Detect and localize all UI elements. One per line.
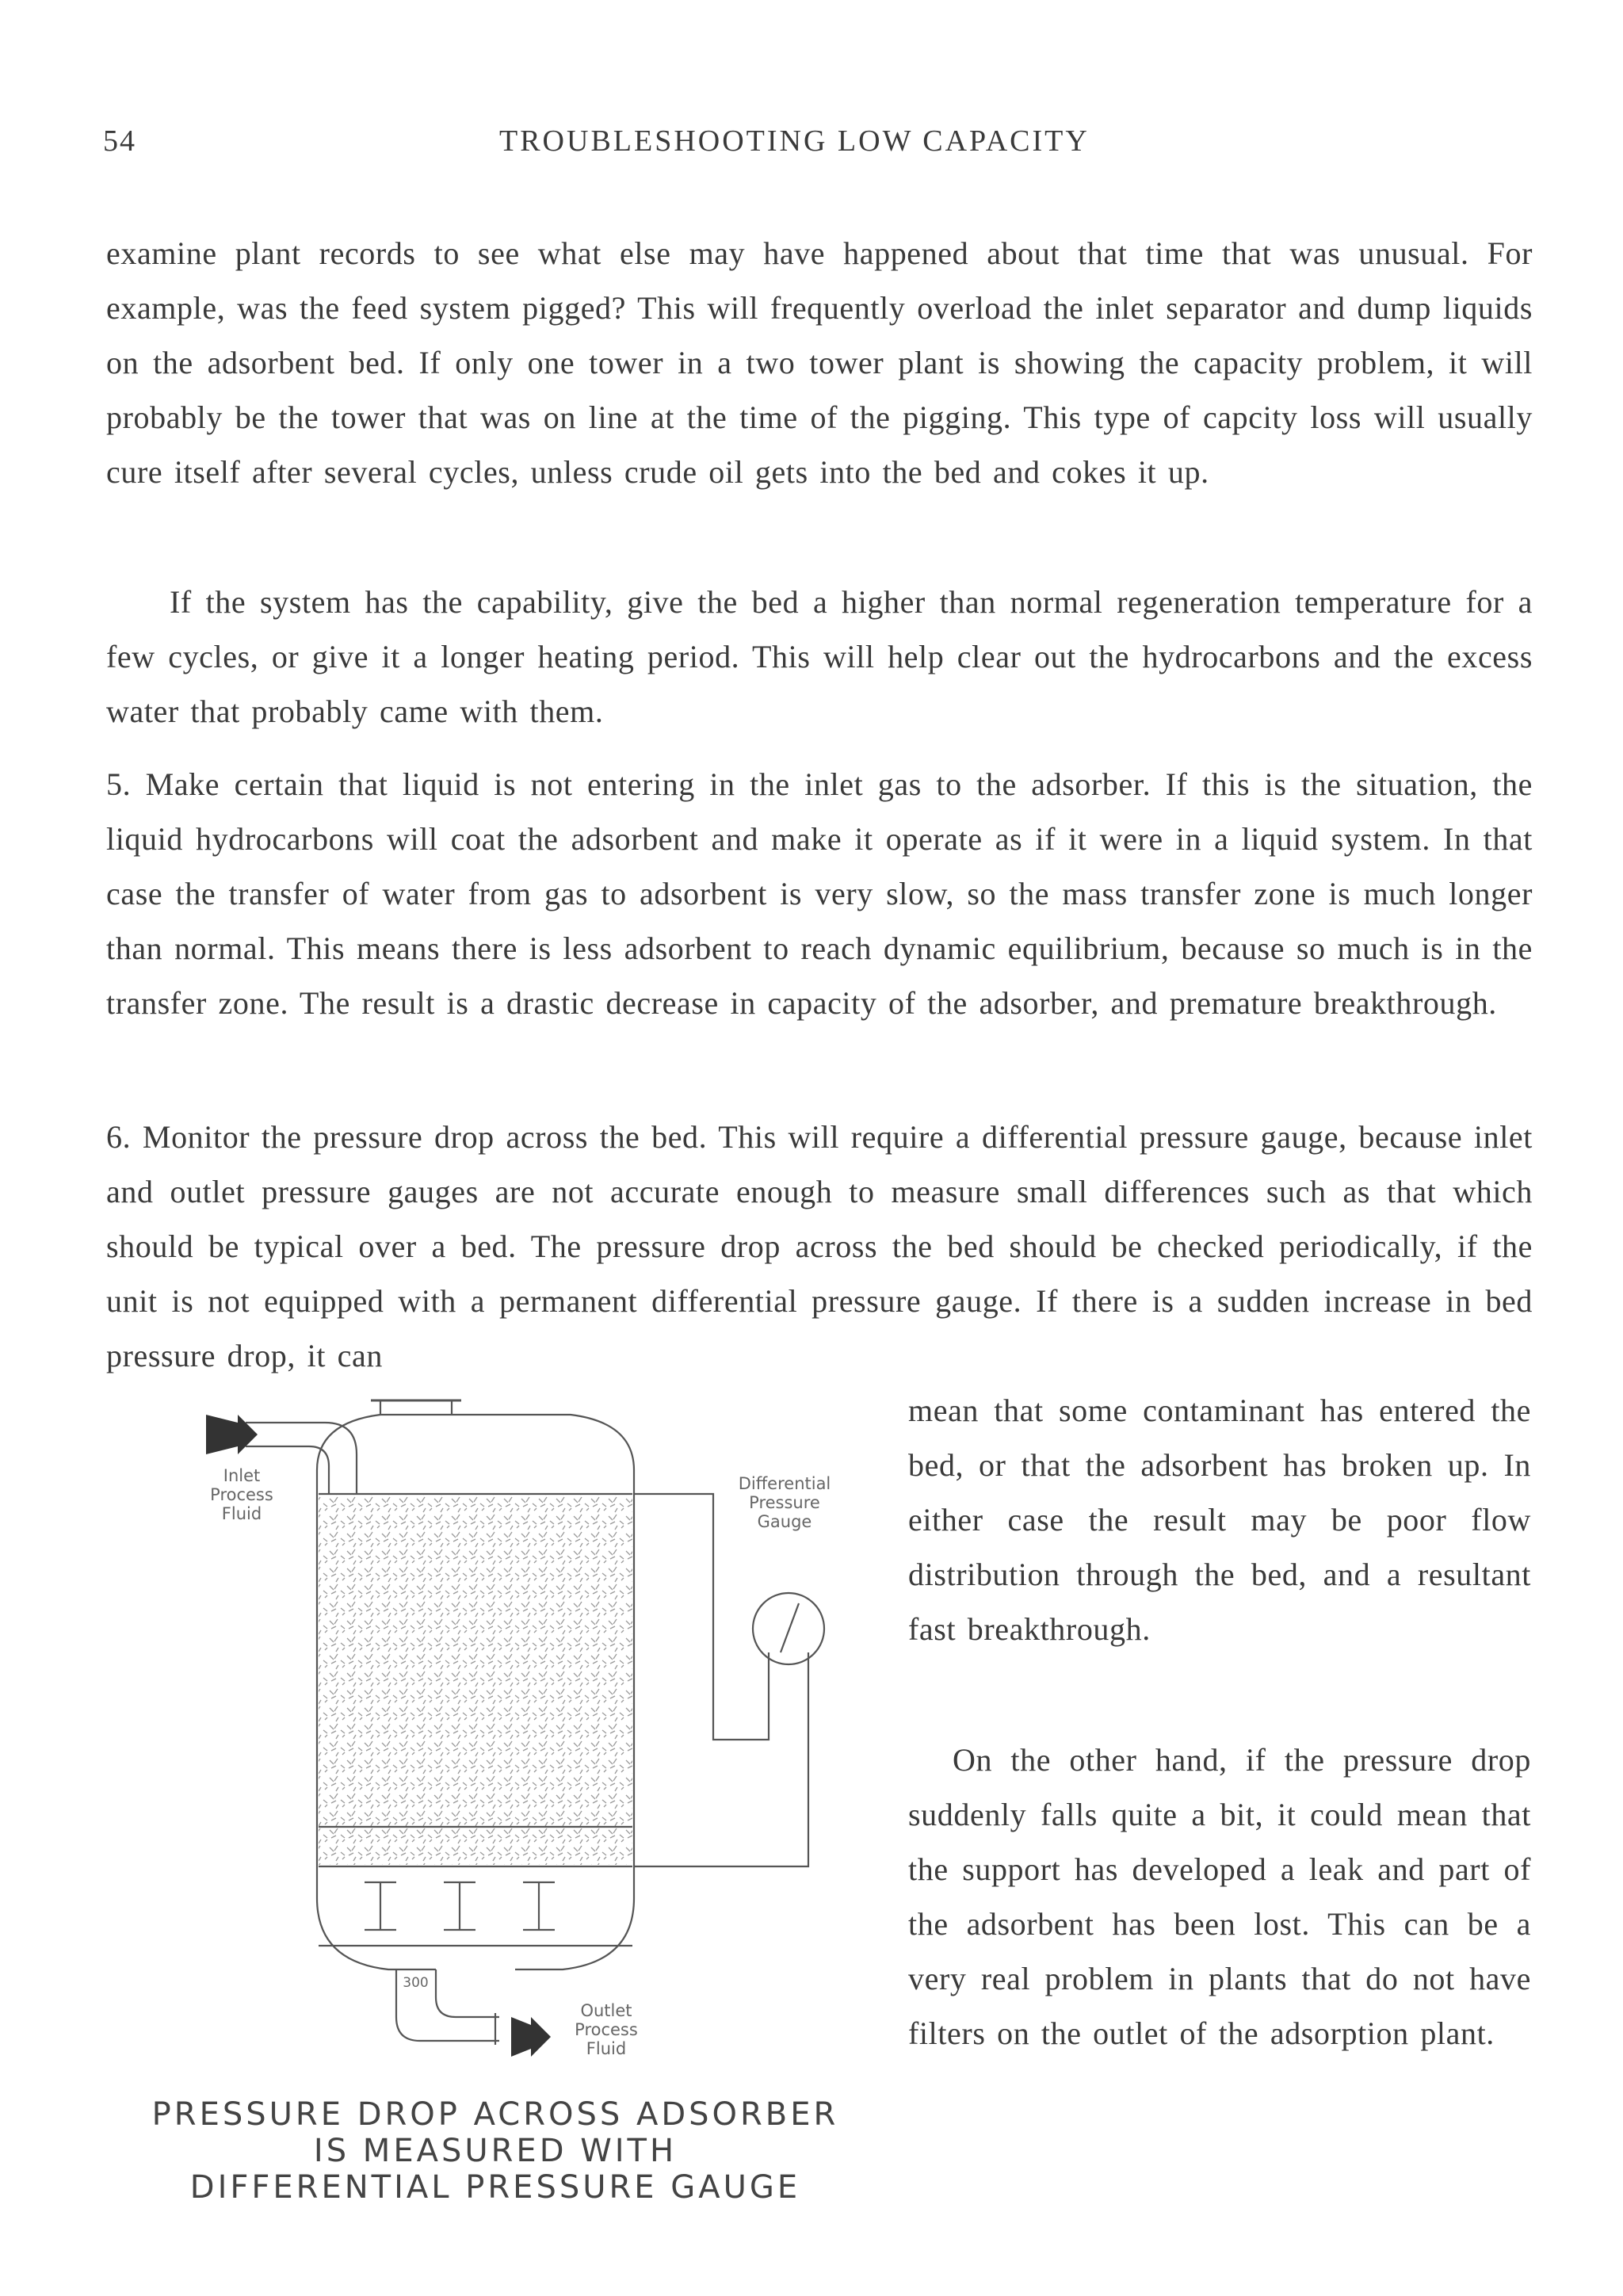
inlet-label: Inlet Process Fluid <box>210 1466 273 1523</box>
outlet-label: Outlet Process Fluid <box>575 2001 638 2058</box>
gauge-label: Differential Pressure Gauge <box>738 1474 831 1531</box>
outlet-arrow-icon <box>511 2017 551 2057</box>
figure-caption: PRESSURE DROP ACROSS ADSORBER IS MEASURED WITH DIFFERENTIAL PRESSURE GAUGE <box>151 2096 839 2206</box>
page-number: 54 <box>103 124 136 158</box>
bed-support <box>365 1882 396 1930</box>
gauge-line-bottom <box>634 1652 808 1866</box>
adsorbent-bed <box>319 1494 632 1827</box>
paragraph-wrap: On the other hand, if the pressure drop suddenly falls quite a bit, it could mean that the support has developed a leak and part of the adsorbent has been lost. This can be a very real problem in plants that do not have filters on the outlet of the adsorption plant. <box>908 1742 1531 2051</box>
paragraph: If the system has the capability, give the bed a higher than normal regeneration temperature for a few cycles, or give it a longer heating period. This will help clear out the hydrocarbons and the excess water that probably came with them. <box>106 584 1533 729</box>
adsorber-figure <box>119 1391 872 2206</box>
vessel-top-head <box>317 1415 634 1470</box>
paragraph: examine plant records to see what else may have happened about that time that was unusual. For example, was the feed system pigged? This will frequently overload the inlet separator and dump liquids on the adsorbent bed. If only one tower in a two tower plant is showing the capacity problem, it will probably be the tower that was on line at the time of the pigging. This type of capcity loss will usually cure itself after several cycles, unless crude oil gets into the bed and cokes it up. <box>106 235 1533 490</box>
paragraph-numbered-5: 5. Make certain that liquid is not entering in the inlet gas to the adsorber. If this is the situation, the liquid hydrocarbons will coat the adsorbent and make it operate as if it were in a liquid system. In that case the transfer of water from gas to adsorbent is very slow, so the mass transfer zone is much longer than normal. This means there is less adsorbent to reach dynamic equilibrium, because so much is in the transfer zone. The result is a drastic decrease in capacity of the adsorber, and premature breakthrough. <box>106 766 1533 1021</box>
screen-label: 300 <box>403 1975 429 1991</box>
paragraph-wrap-continued: mean that some contaminant has entered the bed, or that the adsorbent has broken up. In either case the result may be poor flow distribution through the bed, and a resultant fast breakthrough. <box>908 1392 1531 1647</box>
running-head: TROUBLESHOOTING LOW CAPACITY <box>499 124 1090 158</box>
inlet-arrow-icon <box>206 1415 258 1454</box>
paragraph-numbered-6: 6. Monitor the pressure drop across the bed. This will require a differential pressure gauge, because inlet and outlet pressure gauges are not accurate enough to measure small differences such as that which should be typical over a bed. The pressure drop across the bed should be checked periodically, if the unit is not equipped with a permanent differential pressure gauge. If there is a sudden increase in bed pressure drop, it can <box>106 1119 1533 1373</box>
